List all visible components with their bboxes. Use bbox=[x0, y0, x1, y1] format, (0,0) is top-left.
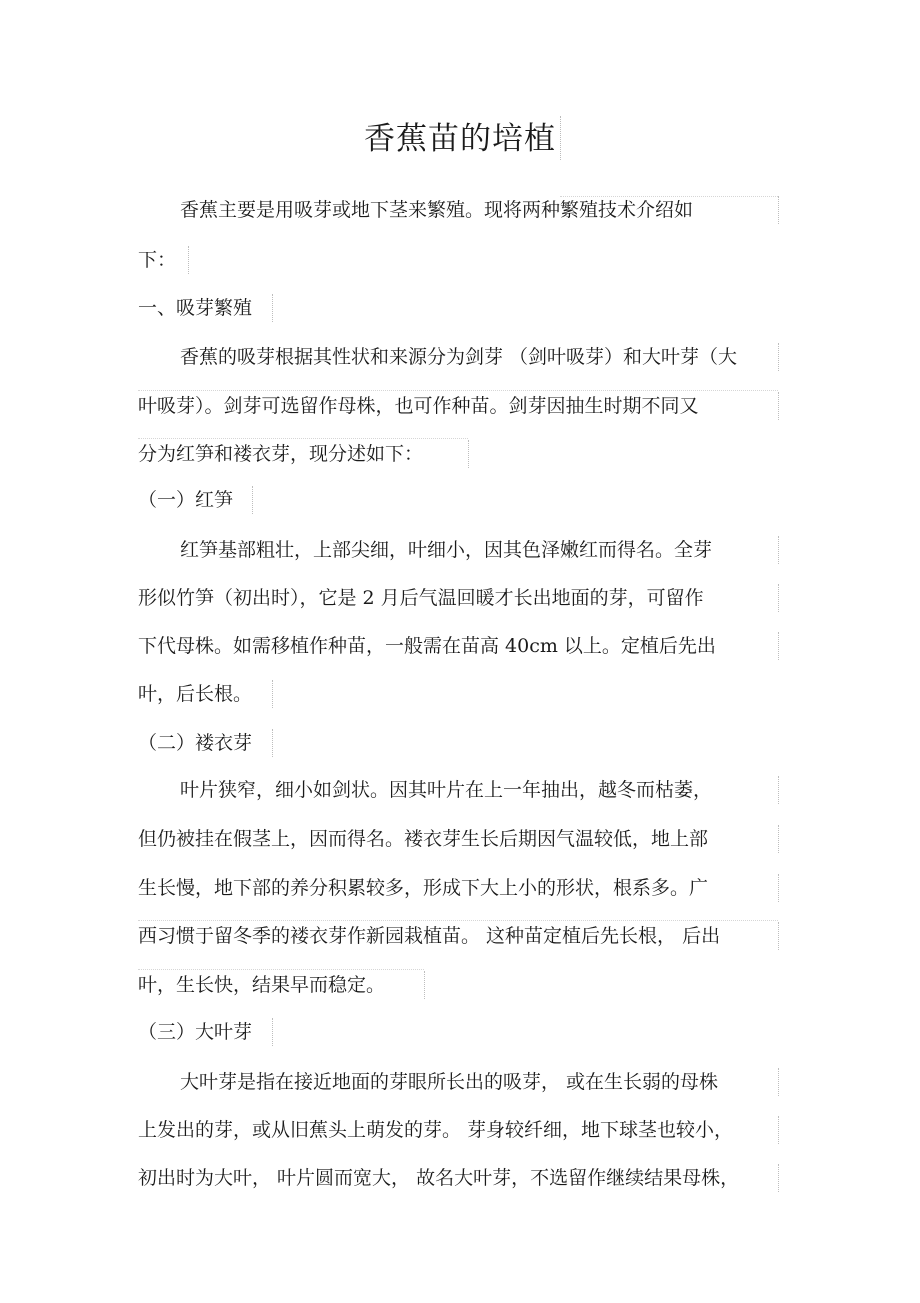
paragraph-line: 叶，生长快，结果早而稳定。 bbox=[138, 974, 386, 996]
text-box-edge bbox=[252, 486, 253, 514]
text-box-edge bbox=[778, 196, 779, 224]
text-box-edge bbox=[778, 632, 779, 660]
text-box-edge bbox=[778, 1116, 779, 1144]
paragraph-line: 西习惯于留冬季的褛衣芽作新园栽植苗。 这种苗定植后先长根， 后出 bbox=[138, 925, 721, 947]
subsection-heading: （三）大叶芽 bbox=[138, 1021, 253, 1043]
paragraph-line: 形似竹笋（初出时），它是 2 月后气温回暖才长出地面的芽，可留作 bbox=[138, 587, 704, 609]
paragraph-line: 叶，后长根。 bbox=[138, 683, 253, 705]
text-box-edge bbox=[272, 680, 273, 708]
text-box-edge bbox=[778, 1068, 779, 1096]
text-box-edge bbox=[560, 116, 562, 160]
paragraph-line: 香蕉的吸芽根据其性状和来源分为剑芽 （剑叶吸芽）和大叶芽（大 bbox=[180, 346, 738, 368]
paragraph-line: 上发出的芽，或从旧蕉头上萌发的芽。 芽身较纤细，地下球茎也较小， bbox=[138, 1119, 734, 1141]
text-box-edge bbox=[778, 536, 779, 564]
text-box-edge bbox=[778, 922, 779, 950]
text-box-edge bbox=[778, 825, 779, 853]
text-box-edge bbox=[778, 1164, 779, 1192]
subsection-heading: （一）红笋 bbox=[138, 489, 234, 511]
text-box-edge bbox=[272, 729, 273, 757]
text-box-edge bbox=[188, 246, 189, 274]
text-box-edge bbox=[778, 874, 779, 902]
text-box-edge bbox=[138, 920, 778, 921]
text-box-edge bbox=[138, 969, 424, 970]
text-box-edge bbox=[778, 776, 779, 804]
section-heading: 一、吸芽繁殖 bbox=[138, 297, 253, 319]
text-box-edge bbox=[138, 438, 468, 439]
paragraph-line: 红笋基部粗壮，上部尖细，叶细小，因其色泽嫩红而得名。全芽 bbox=[180, 539, 713, 561]
text-box-edge bbox=[778, 392, 779, 420]
text-box-edge bbox=[778, 343, 779, 371]
text-box-edge bbox=[778, 584, 779, 612]
paragraph-line: 叶吸芽）。剑芽可选留作母株，也可作种苗。剑芽因抽生时期不同又 bbox=[138, 395, 699, 417]
paragraph-line: 分为红笋和褛衣芽，现分述如下： bbox=[138, 443, 424, 465]
subsection-heading: （二）褛衣芽 bbox=[138, 732, 253, 754]
text-box-edge bbox=[560, 196, 778, 197]
paragraph-line: 大叶芽是指在接近地面的芽眼所长出的吸芽， 或在生长弱的母株 bbox=[180, 1071, 719, 1093]
text-box-edge bbox=[272, 294, 273, 322]
document-title: 香蕉苗的培植 bbox=[364, 121, 556, 157]
text-box-edge bbox=[138, 390, 778, 391]
paragraph-line: 叶片狭窄，细小如剑状。因其叶片在上一年抽出，越冬而枯萎， bbox=[180, 779, 713, 801]
text-box-edge bbox=[272, 1018, 273, 1046]
text-box-edge bbox=[468, 440, 469, 468]
intro-line-2: 下： bbox=[138, 249, 177, 271]
paragraph-line: 生长慢，地下部的养分积累较多，形成下大上小的形状，根系多。广 bbox=[138, 877, 709, 899]
intro-line-1: 香蕉主要是用吸芽或地下茎来繁殖。现将两种繁殖技术介绍如 bbox=[180, 199, 694, 221]
text-box-edge bbox=[424, 971, 425, 999]
paragraph-line: 下代母株。如需移植作种苗，一般需在苗高 40cm 以上。定植后先出 bbox=[138, 635, 716, 657]
paragraph-line: 但仍被挂在假茎上，因而得名。褛衣芽生长后期因气温较低，地上部 bbox=[138, 828, 709, 850]
paragraph-line: 初出时为大叶， 叶片圆而宽大， 故名大叶芽，不选留作继续结果母株， bbox=[138, 1167, 740, 1189]
